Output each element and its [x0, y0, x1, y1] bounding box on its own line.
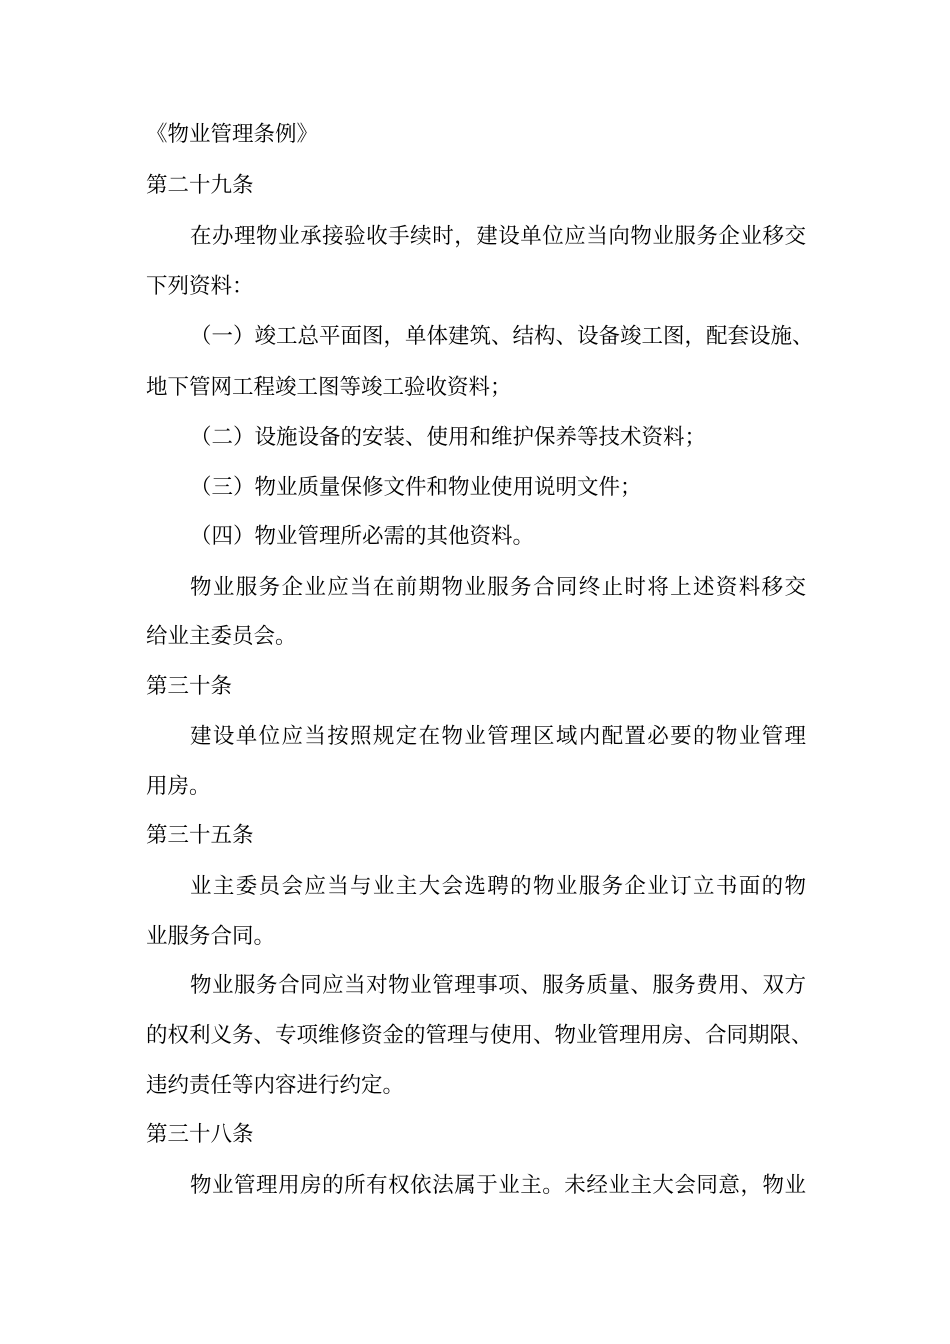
list-item-2: （二）设施设备的安装、使用和维护保养等技术资料；: [190, 425, 707, 450]
list-item-3: （三）物业质量保修文件和物业使用说明文件；: [190, 475, 642, 500]
paragraph-line: 物业服务合同应当对物业管理事项、服务质量、服务费用、双方: [190, 973, 806, 998]
paragraph-line: 的权利义务、专项维修资金的管理与使用、物业管理用房、合同期限、: [146, 1023, 813, 1048]
paragraph-line: 建设单位应当按照规定在物业管理区域内配置必要的物业管理: [190, 724, 806, 749]
paragraph-line: 用房。: [146, 774, 211, 799]
paragraph-line: 业主委员会应当与业主大会选聘的物业服务企业订立书面的物: [190, 874, 806, 899]
list-item-4: （四）物业管理所必需的其他资料。: [190, 524, 535, 549]
paragraph-line: 违约责任等内容进行约定。: [146, 1073, 405, 1098]
paragraph-line: 业服务合同。: [146, 924, 276, 949]
paragraph-line: 在办理物业承接验收手续时，建设单位应当向物业服务企业移交: [190, 224, 806, 249]
paragraph-line: 物业管理用房的所有权依法属于业主。未经业主大会同意，物业: [190, 1173, 806, 1198]
paragraph-line: 给业主委员会。: [146, 624, 297, 649]
paragraph-line: 地下管网工程竣工图等竣工验收资料；: [146, 375, 512, 400]
article-heading-38: 第三十八条: [146, 1122, 254, 1147]
article-heading-29: 第二十九条: [146, 173, 254, 198]
article-heading-30: 第三十条: [146, 674, 233, 699]
article-heading-35: 第三十五条: [146, 823, 254, 848]
list-item-1: （一）竣工总平面图，单体建筑、结构、设备竣工图，配套设施、: [190, 324, 814, 349]
document-title: 《物业管理条例》: [146, 122, 319, 147]
paragraph-line: 下列资料：: [146, 274, 254, 299]
paragraph-line: 物业服务企业应当在前期物业服务合同终止时将上述资料移交: [190, 575, 806, 600]
